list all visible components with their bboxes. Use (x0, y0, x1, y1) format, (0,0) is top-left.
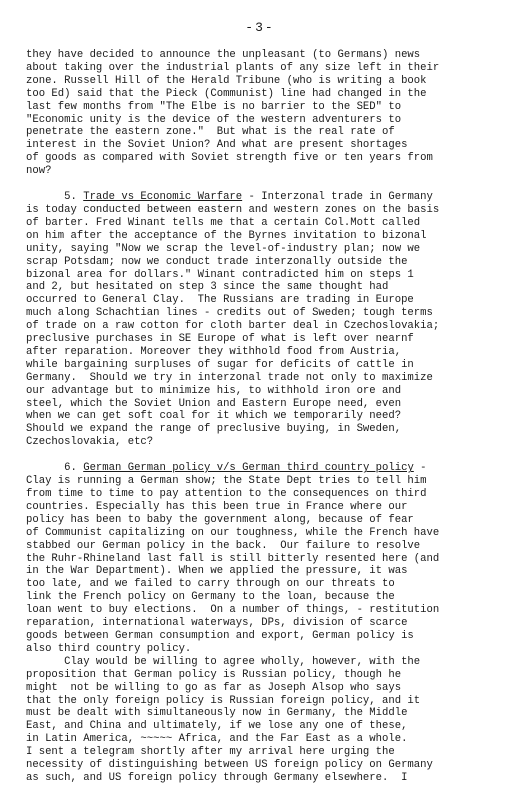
text-line: last few months from "The Elbe is no barrier to the SED" to (26, 100, 402, 113)
text-line: when we can get soft coal for it which we temporarily need? (26, 410, 402, 423)
text-line: stabbed our German policy in the back. Our failure to resolve (26, 539, 421, 552)
text-line: and 2, but hesitated on step 3 since the same thought had (26, 281, 389, 294)
text-line: 5. Trade vs Economic Warfare - Interzonal trade in Germany (26, 191, 433, 204)
text-line: that the only foreign policy is Russian foreign policy, and it (26, 694, 421, 707)
paragraph-section-5 (26, 191, 494, 449)
text-line: of trade on a raw cotton for cloth barter deal in Czechoslovakia; (26, 320, 440, 333)
text-line: Clay would be willing to agree wholly, however, with the (26, 655, 421, 668)
text-line: steel, which the Soviet Union and Eastern Europe need, even (26, 397, 402, 410)
text-line: much along Schachtian lines - credits out of Sweden; tough terms (26, 307, 433, 320)
text-line: of barter. Fred Winant tells me that a certain Col.Mott called (26, 216, 421, 229)
text-line: scrap Potsdam; now we conduct trade interzonally outside the (26, 255, 408, 268)
text-line: goods between German consumption and export, German policy is (26, 629, 414, 642)
text-line: as such, and US foreign policy through Germany elsewhere. I (26, 771, 408, 784)
text-line: they have decided to announce the unpleasant (to Germans) news (26, 49, 421, 61)
text-line: from time to time to pay attention to the consequences on third (26, 488, 427, 500)
text-line: proposition that German policy is Russian policy, though he (26, 668, 402, 681)
paragraph-section-6-cont (26, 656, 494, 785)
section-heading: German German policy v/s German third country policy (83, 462, 414, 475)
text-line: zone. Russell Hill of the Herald Tribune (who is writing a book (26, 74, 427, 87)
text-line: policy has been to baby the government along, because of fear (26, 513, 414, 526)
document-body (26, 49, 494, 785)
text-line: Czechoslovakia, etc? (26, 436, 154, 449)
text-line: is today conducted between eastern and western zones on the basis (26, 203, 440, 216)
text-line: penetrate the eastern zone." But what is the real rate of (26, 126, 395, 139)
text-line: in Latin America, ~~~~~ Africa, and the Far East as a whole. (26, 733, 408, 746)
text-line: now? (26, 165, 52, 178)
text-line: our advantage but to minimize his, to withhold iron ore and (26, 384, 402, 397)
text-line: loan went to buy elections. On a number of things, - restitution (26, 604, 440, 617)
text-line: bizonal area for dollars." Winant contradicted him on steps 1 (26, 268, 414, 281)
text-line: reparation, international waterways, DPs, division of scarce (26, 617, 408, 630)
text-line: necessity of distinguishing between US foreign policy on Germany (26, 759, 433, 772)
text-line: countries. Especially has this been true in France where our (26, 500, 408, 513)
text-line: also third country policy. (26, 642, 192, 655)
text-line: of goods as compared with Soviet strength five or ten years from (26, 152, 433, 165)
page-number: -3- (245, 20, 275, 35)
text-line: 6. German German policy v/s German third country policy - (26, 462, 427, 475)
text-line: "Economic unity is the device of the western adventurers to (26, 113, 402, 126)
text-line: in the War Department). When we applied the pressure, it was (26, 565, 408, 578)
text-line: must be dealt with simultaneously now in Germany, the Middle (26, 707, 408, 720)
text-line: I sent a telegram shortly after my arrival here urging the (26, 746, 395, 759)
text-line: after reparation. Moreover they withhold food from Austria, (26, 345, 402, 358)
text-line: Clay is running a German show; the State Dept tries to tell him (26, 475, 427, 488)
text-line: the Ruhr-Rhineland last fall is still bitterly resented here (and (26, 552, 440, 565)
text-line: while bargaining surpluses of sugar for deficits of cattle in (26, 358, 414, 371)
text-line: unity, saying "Now we scrap the level-of-industry plan; now we (26, 242, 421, 255)
text-line: occurred to General Clay. The Russians are trading in Europe (26, 294, 414, 307)
text-line: might not be willing to go as far as Joseph Alsop who says (26, 681, 402, 694)
section-heading: Trade vs Economic Warfare (83, 191, 243, 204)
text-line: East, and China and ultimately, if we lose any one of these, (26, 720, 408, 733)
text-line: on him after the acceptance of the Byrnes invitation to bizonal (26, 229, 427, 242)
text-line: too Ed) said that the Pieck (Communist) line had changed in the (26, 87, 427, 100)
text-line: about taking over the industrial plants of any size left in their (26, 61, 440, 74)
text-line: Germany. Should we try in interzonal trade not only to maximize (26, 371, 433, 384)
text-line: too late, and we failed to carry through on our threats to (26, 578, 395, 591)
text-line: interest in the Soviet Union? And what are present shortages (26, 139, 408, 152)
text-line: Should we expand the range of preclusive buying, in Sweden, (26, 423, 402, 436)
paragraph-section-6 (26, 462, 494, 656)
text-line: link the French policy on Germany to the loan, because the (26, 591, 395, 604)
text-line: of Communist capitalizing on our toughness, while the French have (26, 526, 440, 539)
text-line: preclusive purchases in SE Europe of what is left over nearnf (26, 333, 414, 346)
paragraph-intro (26, 49, 494, 178)
